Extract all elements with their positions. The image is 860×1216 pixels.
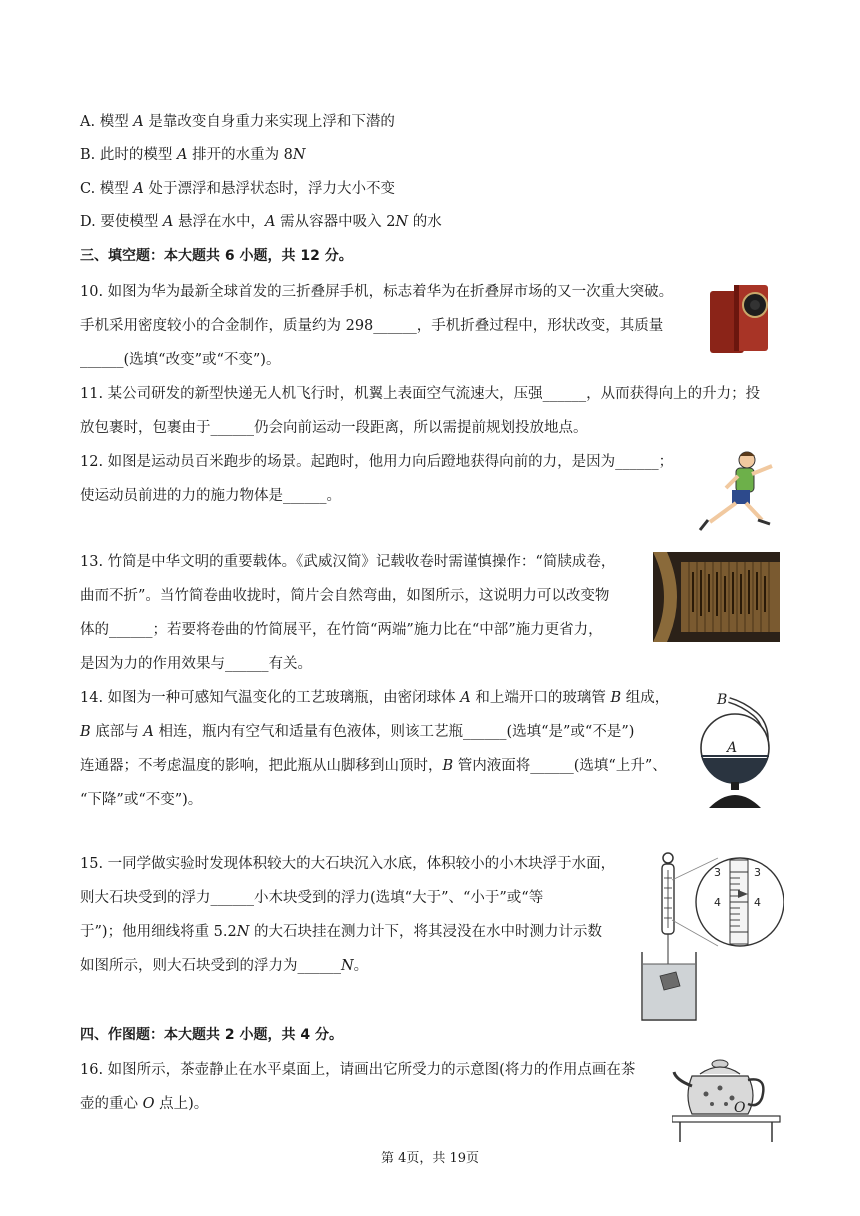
q14-line-2: 𝐵 底部与 𝐴 相连，瓶内有空气和适量有色液体，则该工艺瓶______(选填“是”或“不是”): [80, 724, 635, 740]
q15-line-2: 则大石块受到的浮力______小木块受到的浮力(选填“大于”、“小于”或“等: [80, 890, 544, 906]
q15-line-3: 于”)；他用细线将重 5.2𝑁 的大石块挂在测力计下，将其浸没在水中时测力计示数: [80, 924, 603, 940]
q10-line-3: ______(选填“改变”或“不变”)。: [80, 352, 281, 368]
q14-line-1: 14. 如图为一种可感知气温变化的工艺玻璃瓶，由密闭球体 𝐴 和上端开口的玻璃管 𝐵 组成，: [80, 690, 670, 706]
tick-4-right: 4: [754, 896, 761, 909]
label-o: O: [734, 1100, 746, 1116]
q11-line-2: 放包裹时，包裹由于______仍会向前运动一段距离，所以需提前规划投放地点。: [80, 420, 588, 436]
label-a: A: [727, 740, 738, 756]
q13-line-1: 13. 竹简是中华文明的重要载体。《武威汉简》记载收卷时需谨慎操作：“简牍成卷，: [80, 554, 616, 570]
q14-line-4: “下降”或“不变”)。: [80, 792, 203, 808]
q14-line-3: 连通器；不考虑温度的影响，把此瓶从山脚移到山顶时，𝐵 管内液面将______(选填“上升”、: [80, 758, 667, 774]
q11-line-1: 11. 某公司研发的新型快递无人机飞行时，机翼上表面空气流速大，压强______，从而获得向上的升力；投: [80, 386, 761, 402]
spring-scale-figure: [636, 850, 784, 1025]
q13-line-4: 是因为力的作用效果与______有关。: [80, 656, 312, 672]
section-4-title: 四、作图题：本大题共 2 小题，共 4 分。: [80, 1027, 343, 1043]
q12-line-1: 12. 如图是运动员百米跑步的场景。起跑时，他用力向后蹬地获得向前的力，是因为______；: [80, 454, 674, 470]
page-footer: 第 4页，共 19页: [380, 1151, 480, 1166]
section-3-title: 三、填空题：本大题共 6 小题，共 12 分。: [80, 248, 353, 264]
q15-line-1: 15. 一同学做实验时发现体积较大的大石块沉入水底，体积较小的小木块浮于水面，: [80, 856, 616, 872]
q16-line-1: 16. 如图所示，茶壶静止在水平桌面上，请画出它所受力的示意图(将力的作用点画在茶: [80, 1062, 636, 1078]
q12-line-2: 使运动员前进的力的施力物体是______。: [80, 488, 341, 504]
option-d: D. 要使模型 𝐴 悬浮在水中，𝐴 需从容器中吸入 2𝑁 的水: [80, 214, 442, 230]
option-b: B. 此时的模型 𝐴 排开的水重为 8𝑁: [80, 147, 306, 163]
tick-4-left: 4: [714, 896, 721, 909]
label-b: B: [717, 692, 728, 708]
bamboo-slips-image: [653, 552, 780, 642]
q13-line-2: 曲而不折”。当竹简卷曲收拢时，简片会自然弯曲，如图所示，这说明力可以改变物: [80, 588, 610, 604]
glass-bottle-figure: [695, 686, 785, 816]
q15-line-4: 如图所示，则大石块受到的浮力为______𝑁。: [80, 958, 369, 974]
teapot-figure: [672, 1058, 782, 1142]
q10-line-2: 手机采用密度较小的合金制作，质量约为 298______，手机折叠过程中，形状改变，其质量: [80, 318, 664, 334]
q16-line-2: 壶的重心 𝑂 点上)。: [80, 1096, 209, 1112]
runner-image: [692, 448, 784, 538]
tick-3-right: 3: [754, 866, 761, 879]
option-c: C. 模型 𝐴 处于漂浮和悬浮状态时，浮力大小不变: [80, 181, 395, 197]
q13-line-3: 体的______；若要将卷曲的竹简展平，在竹筒“两端”施力比在“中部”施力更省力，: [80, 622, 603, 638]
phone-image: [708, 283, 770, 357]
q10-line-1: 10. 如图为华为最新全球首发的三折叠屏手机，标志着华为在折叠屏市场的又一次重大突破。: [80, 284, 674, 300]
tick-3-left: 3: [714, 866, 721, 879]
option-a: A. 模型 𝐴 是靠改变自身重力来实现上浮和下潜的: [80, 114, 395, 130]
